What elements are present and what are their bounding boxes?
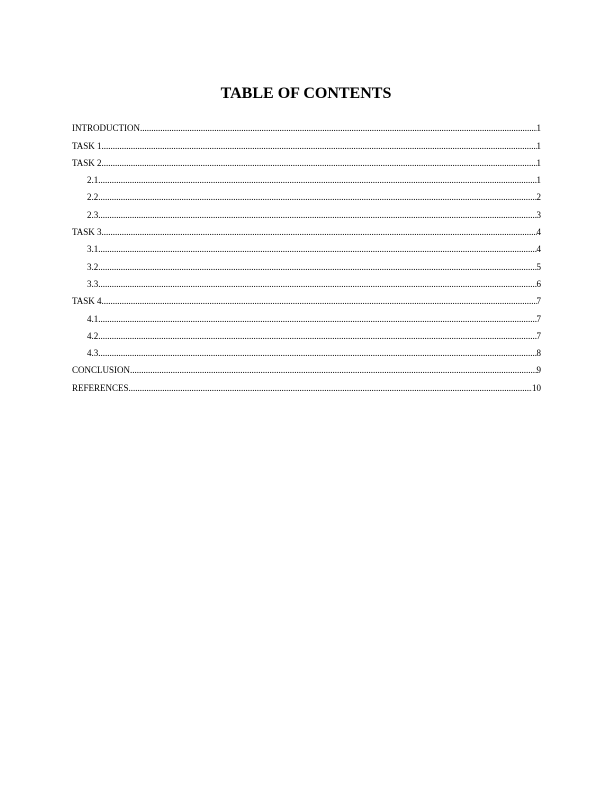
toc-entry[interactable] xyxy=(72,325,541,342)
toc-dot-leader xyxy=(102,226,537,238)
toc-dot-leader xyxy=(102,157,537,169)
table-of-contents xyxy=(72,117,541,394)
toc-entry-page-number: 7 xyxy=(536,296,541,307)
toc-entry-page-number: 7 xyxy=(536,330,541,341)
toc-entry-page-number: 4 xyxy=(536,227,541,238)
toc-dot-leader xyxy=(98,191,536,203)
toc-dot-leader xyxy=(98,261,536,273)
toc-dot-leader xyxy=(98,278,536,290)
toc-entry[interactable] xyxy=(72,273,541,290)
toc-dot-leader xyxy=(98,243,536,255)
toc-entry-label: 2.3 xyxy=(87,209,99,220)
page-title: TABLE OF CONTENTS xyxy=(220,85,392,102)
toc-entry-label: TASK 1 xyxy=(72,140,102,151)
toc-entry-page-number: 5 xyxy=(536,261,541,272)
toc-entry[interactable] xyxy=(72,255,541,272)
toc-entry[interactable] xyxy=(72,238,541,255)
toc-dot-leader xyxy=(98,330,536,342)
toc-entry-page-number: 1 xyxy=(536,157,541,168)
toc-entry[interactable] xyxy=(72,359,541,376)
toc-entry[interactable] xyxy=(72,376,541,393)
toc-entry[interactable] xyxy=(72,290,541,307)
toc-entry-page-number: 1 xyxy=(536,140,541,151)
toc-entry-label: 2.1 xyxy=(87,175,99,186)
toc-entry[interactable] xyxy=(72,203,541,220)
toc-entry-label: 3.1 xyxy=(87,244,99,255)
toc-entry-page-number: 1 xyxy=(536,123,541,134)
toc-entry[interactable] xyxy=(72,221,541,238)
toc-entry-label: INTRODUCTION xyxy=(72,123,140,134)
toc-entry[interactable] xyxy=(72,186,541,203)
toc-entry[interactable] xyxy=(72,307,541,324)
toc-entry-label: 4.2 xyxy=(87,330,99,341)
toc-entry-page-number: 4 xyxy=(536,244,541,255)
toc-dot-leader xyxy=(129,382,532,394)
toc-entry-page-number: 9 xyxy=(536,365,541,376)
toc-dot-leader xyxy=(98,313,536,325)
toc-entry-label: 3.3 xyxy=(87,278,99,289)
toc-entry-label: 4.3 xyxy=(87,348,99,359)
toc-dot-leader xyxy=(102,140,537,152)
toc-entry-label: TASK 3 xyxy=(72,227,102,238)
toc-entry-label: REFERENCES xyxy=(72,382,129,393)
toc-entry-page-number: 10 xyxy=(532,382,541,393)
toc-entry-label: TASK 2 xyxy=(72,157,102,168)
toc-entry[interactable] xyxy=(72,117,541,134)
toc-entry-page-number: 1 xyxy=(536,175,541,186)
toc-dot-leader xyxy=(98,174,536,186)
toc-dot-leader xyxy=(98,209,536,221)
toc-entry-page-number: 2 xyxy=(536,192,541,203)
toc-dot-leader xyxy=(98,347,536,359)
toc-entry[interactable] xyxy=(72,152,541,169)
toc-entry-label: TASK 4 xyxy=(72,296,102,307)
toc-entry-label: 3.2 xyxy=(87,261,99,272)
toc-entry-page-number: 6 xyxy=(536,278,541,289)
toc-entry-page-number: 8 xyxy=(536,348,541,359)
toc-entry[interactable] xyxy=(72,342,541,359)
toc-entry-page-number: 7 xyxy=(536,313,541,324)
toc-entry[interactable] xyxy=(72,169,541,186)
toc-entry-label: 4.1 xyxy=(87,313,99,324)
toc-dot-leader xyxy=(130,364,536,376)
toc-entry-label: 2.2 xyxy=(87,192,99,203)
toc-entry[interactable] xyxy=(72,134,541,151)
toc-entry-page-number: 3 xyxy=(536,209,541,220)
toc-entry-label: CONCLUSION xyxy=(72,365,131,376)
toc-dot-leader xyxy=(140,122,537,134)
toc-dot-leader xyxy=(102,295,537,307)
